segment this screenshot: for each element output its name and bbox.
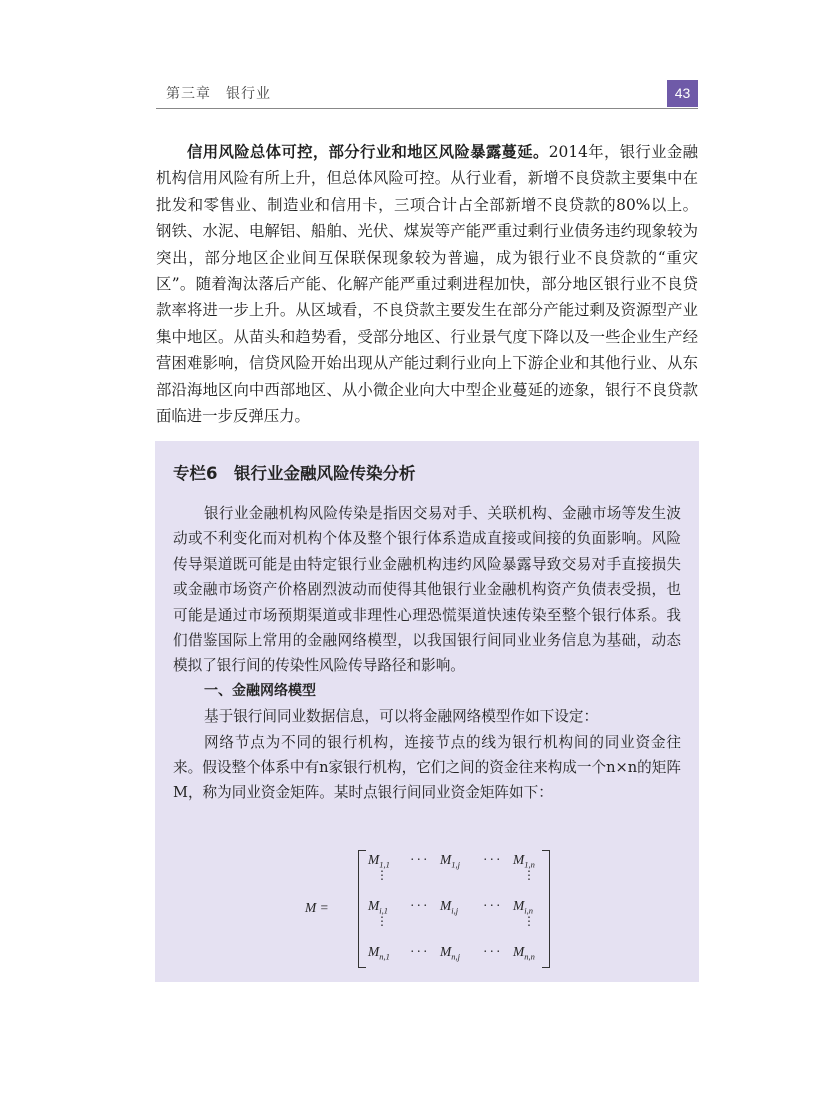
box-subheading: 一、金融网络模型 bbox=[204, 682, 316, 699]
matrix-hdots: ··· bbox=[410, 852, 430, 867]
matrix-label: M = bbox=[305, 900, 329, 915]
matrix-cell: $M_{i,1}$ bbox=[368, 898, 388, 916]
matrix-hdots: ··· bbox=[410, 898, 430, 913]
matrix-cell: $M_{n,j}$ bbox=[440, 944, 460, 962]
matrix-hdots: ··· bbox=[483, 852, 503, 867]
main-paragraph bbox=[156, 139, 698, 429]
matrix-vdots: ⋮ bbox=[376, 914, 388, 928]
matrix-vdots: ⋮ bbox=[523, 914, 535, 928]
header-rule bbox=[156, 108, 698, 109]
paragraph-lead: 信用风险总体可控，部分行业和地区风险暴露蔓延。 bbox=[187, 143, 549, 161]
matrix-hdots: ··· bbox=[483, 898, 503, 913]
running-header bbox=[156, 80, 698, 107]
matrix-cell: $M_{1,j}$ bbox=[440, 852, 460, 870]
matrix-cell: $M_{n,n}$ bbox=[513, 944, 535, 962]
box-paragraph-1: 银行业金融机构风险传染是指因交易对手、关联机构、金融市场等发生波动或不利变化而对机构个体及整个银行体系造成直接或间接的负面影响。风险传导渠道既可能是由特定银行业金融机构违约风险暴露导致交易对手直接损失或金融市场资产价格剧烈波动而使得其他银行业金融机构资产负债表受损，也可能是通过市场预期渠道或非理性心理恐慌渠道快速传染至整个银行体系。我们借鉴国际上常用的金融网络模型，以我国银行间同业业务信息为基础，动态模拟了银行间的传染性风险传导路径和影响。 bbox=[173, 505, 681, 675]
matrix-cell: $M_{i,n}$ bbox=[513, 898, 533, 916]
chapter-title: 第三章 银行业 bbox=[166, 86, 271, 102]
matrix-cell: $M_{1,n}$ bbox=[513, 852, 535, 870]
column-box bbox=[155, 441, 699, 982]
matrix-right-bracket bbox=[542, 850, 550, 968]
matrix-hdots: ··· bbox=[483, 944, 503, 959]
matrix-left-bracket bbox=[358, 850, 366, 968]
matrix-cell: $M_{i,j}$ bbox=[440, 898, 459, 916]
matrix-hdots: ··· bbox=[410, 944, 430, 959]
paragraph-body: 2014年，银行业金融机构信用风险有所上升，但总体风险可控。从行业看，新增不良贷款主要集中在批发和零售业、制造业和信用卡，三项合计占全部新增不良贷款的80%以上。钢铁、水泥、电解铝、船舶、光伏、煤炭等产能严重过剩行业债务违约现象较为突出，部分地区企业间互保联保现象较为普遍，成为银行业不良贷款的“重灾区”。随着淘汰落后产能、化解产能严重过剩进程加快，部分地区银行业不良贷款率将进一步上升。从区域看，不良贷款主要发生在部分产能过剩及资源型产业集中地区。从苗头和趋势看，受部分地区、行业景气度下降以及一些企业生产经营困难影响，信贷风险开始出现从产能过剩行业向上下游企业和其他行业、从东部沿海地区向中西部地区、从小微企业向大中型企业蔓延的迹象，银行不良贷款面临进一步反弹压力。 bbox=[156, 143, 698, 426]
matrix-cell: $M_{1,1}$ bbox=[368, 852, 390, 870]
matrix-cell: $M_{n,1}$ bbox=[368, 944, 390, 962]
matrix-vdots: ⋮ bbox=[376, 868, 388, 882]
box-body bbox=[173, 501, 681, 806]
matrix-vdots: ⋮ bbox=[523, 868, 535, 882]
page-number: 43 bbox=[667, 80, 698, 107]
box-paragraph-2: 基于银行间同业数据信息，可以将金融网络模型作如下设定： bbox=[204, 708, 599, 726]
box-paragraph-3: 网络节点为不同的银行机构，连接节点的线为银行机构间的同业资金往来。假设整个体系中有n家银行机构，它们之间的资金往来构成一个n×n的矩阵M，称为同业资金矩阵。某时点银行间同业资金矩阵如下： bbox=[173, 733, 681, 802]
matrix-equation bbox=[305, 850, 565, 970]
box-title: 专栏6 银行业金融风险传染分析 bbox=[173, 464, 416, 483]
